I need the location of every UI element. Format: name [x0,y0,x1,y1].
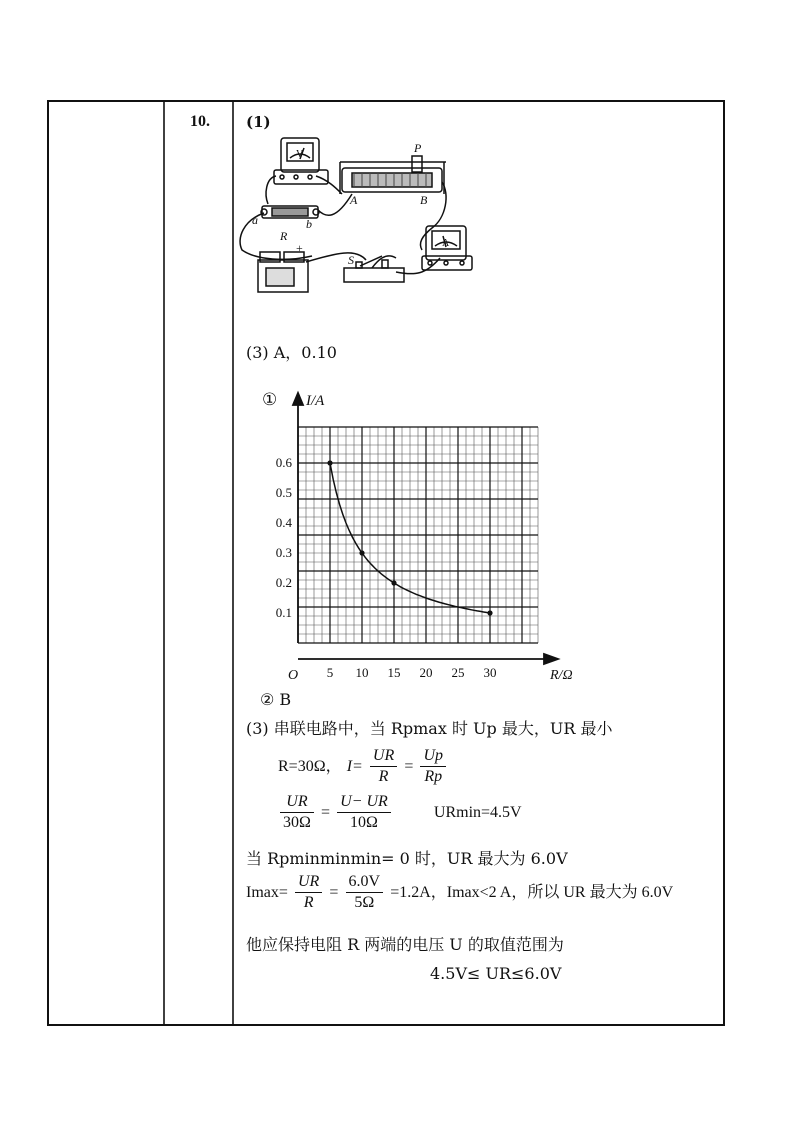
part-1-label: (1) [246,113,271,131]
rheostat-terminal-a: A [350,193,358,207]
solution-line-3 [278,792,522,833]
fraction-ur-over-r-2 [295,872,322,913]
y-tick-label: 0.6 [275,455,292,470]
fraction-numerator: Up [420,746,446,767]
r-value: R=30Ω， [278,758,342,775]
y-tick-label: 0.5 [275,485,292,500]
fraction-numerator: UR [280,792,314,813]
current-symbol: I= [346,758,363,775]
y-tick-label: 0.1 [275,605,292,620]
equals-sign: = [404,758,414,775]
y-tick-label: 0.2 [275,575,292,590]
x-tick-label: 20 [419,665,433,680]
wire [306,253,366,262]
fraction-numerator: UR [370,746,397,767]
solution-line-6: 他应保持电阻 R 两端的电压 U 的取值范围为 [246,935,564,954]
fraction-denominator: Rp [424,768,443,785]
equals-sign: = [320,804,331,821]
fraction-u-minus-ur-over-10 [337,792,391,833]
fraction-denominator: R [378,768,389,785]
fraction-denominator: 5Ω [354,894,375,911]
x-axis-arrow [544,654,558,664]
ur-min-result: URmin=4.5V [433,804,522,821]
x-tick-label: 15 [387,665,401,680]
fraction-numerator: 6.0V [346,872,384,893]
data-point [359,550,364,555]
wire [318,194,352,215]
x-tick-label: 10 [355,665,369,680]
y-tick-label: 0.3 [275,545,292,560]
resistor-label: R [280,229,288,243]
voltmeter-symbol: V [296,149,304,160]
fraction-denominator: 30Ω [283,814,311,831]
i-r-graph [240,385,590,690]
graph-marker: ① [262,390,278,410]
y-axis-arrow [293,393,303,405]
terminal-b-label: b [306,217,312,231]
fraction-6v-over-5ohm [346,872,384,913]
wire [372,256,396,268]
y-axis-label: I/A [306,393,325,409]
rheostat-terminal-b: B [420,193,428,207]
fraction-ur-over-r [370,746,397,787]
switch-label: S [348,253,354,267]
fraction-numerator: UR [295,872,322,893]
ammeter-symbol: A [442,238,450,249]
fraction-up-over-rp [420,746,446,787]
x-tick-label: 25 [451,665,465,680]
solution-line-1: (3) 串联电路中，当 Rpmax 时 Up 最大，UR 最小 [246,719,613,738]
final-range: 4.5V≤ UR≤6.0V [430,964,562,983]
solution-line-2 [278,746,448,787]
data-point [327,460,332,465]
solution-line-5 [246,872,673,913]
data-point [487,610,492,615]
answer-2: ② B [260,690,292,709]
part-3-answer: (3) A，0.10 [246,343,337,362]
wire [316,176,342,194]
fraction-ur-over-30 [280,792,314,833]
slider-label: P [414,141,422,155]
imax-result: =1.2A，Imax<2 A，所以 UR 最大为 6.0V [390,884,674,901]
terminal-a-label: a [252,213,258,227]
y-tick-label: 0.4 [275,515,292,530]
battery-plus-label: + [296,241,303,255]
imax-label: Imax= [246,884,288,901]
question-number: 10. [190,113,210,130]
solution-line-4: 当 Rpminminmin= 0 时，UR 最大为 6.0V [246,849,568,868]
x-tick-label: 5 [326,665,334,680]
data-point [391,580,396,585]
fraction-denominator: R [303,894,314,911]
equals-sign: = [329,884,339,901]
circuit-diagram [236,128,476,296]
fraction-denominator: 10Ω [350,814,378,831]
origin-label: O [288,668,299,683]
x-tick-label: 30 [483,665,497,680]
fraction-numerator: U− UR [337,792,391,813]
x-axis-label: R/Ω [550,668,573,683]
